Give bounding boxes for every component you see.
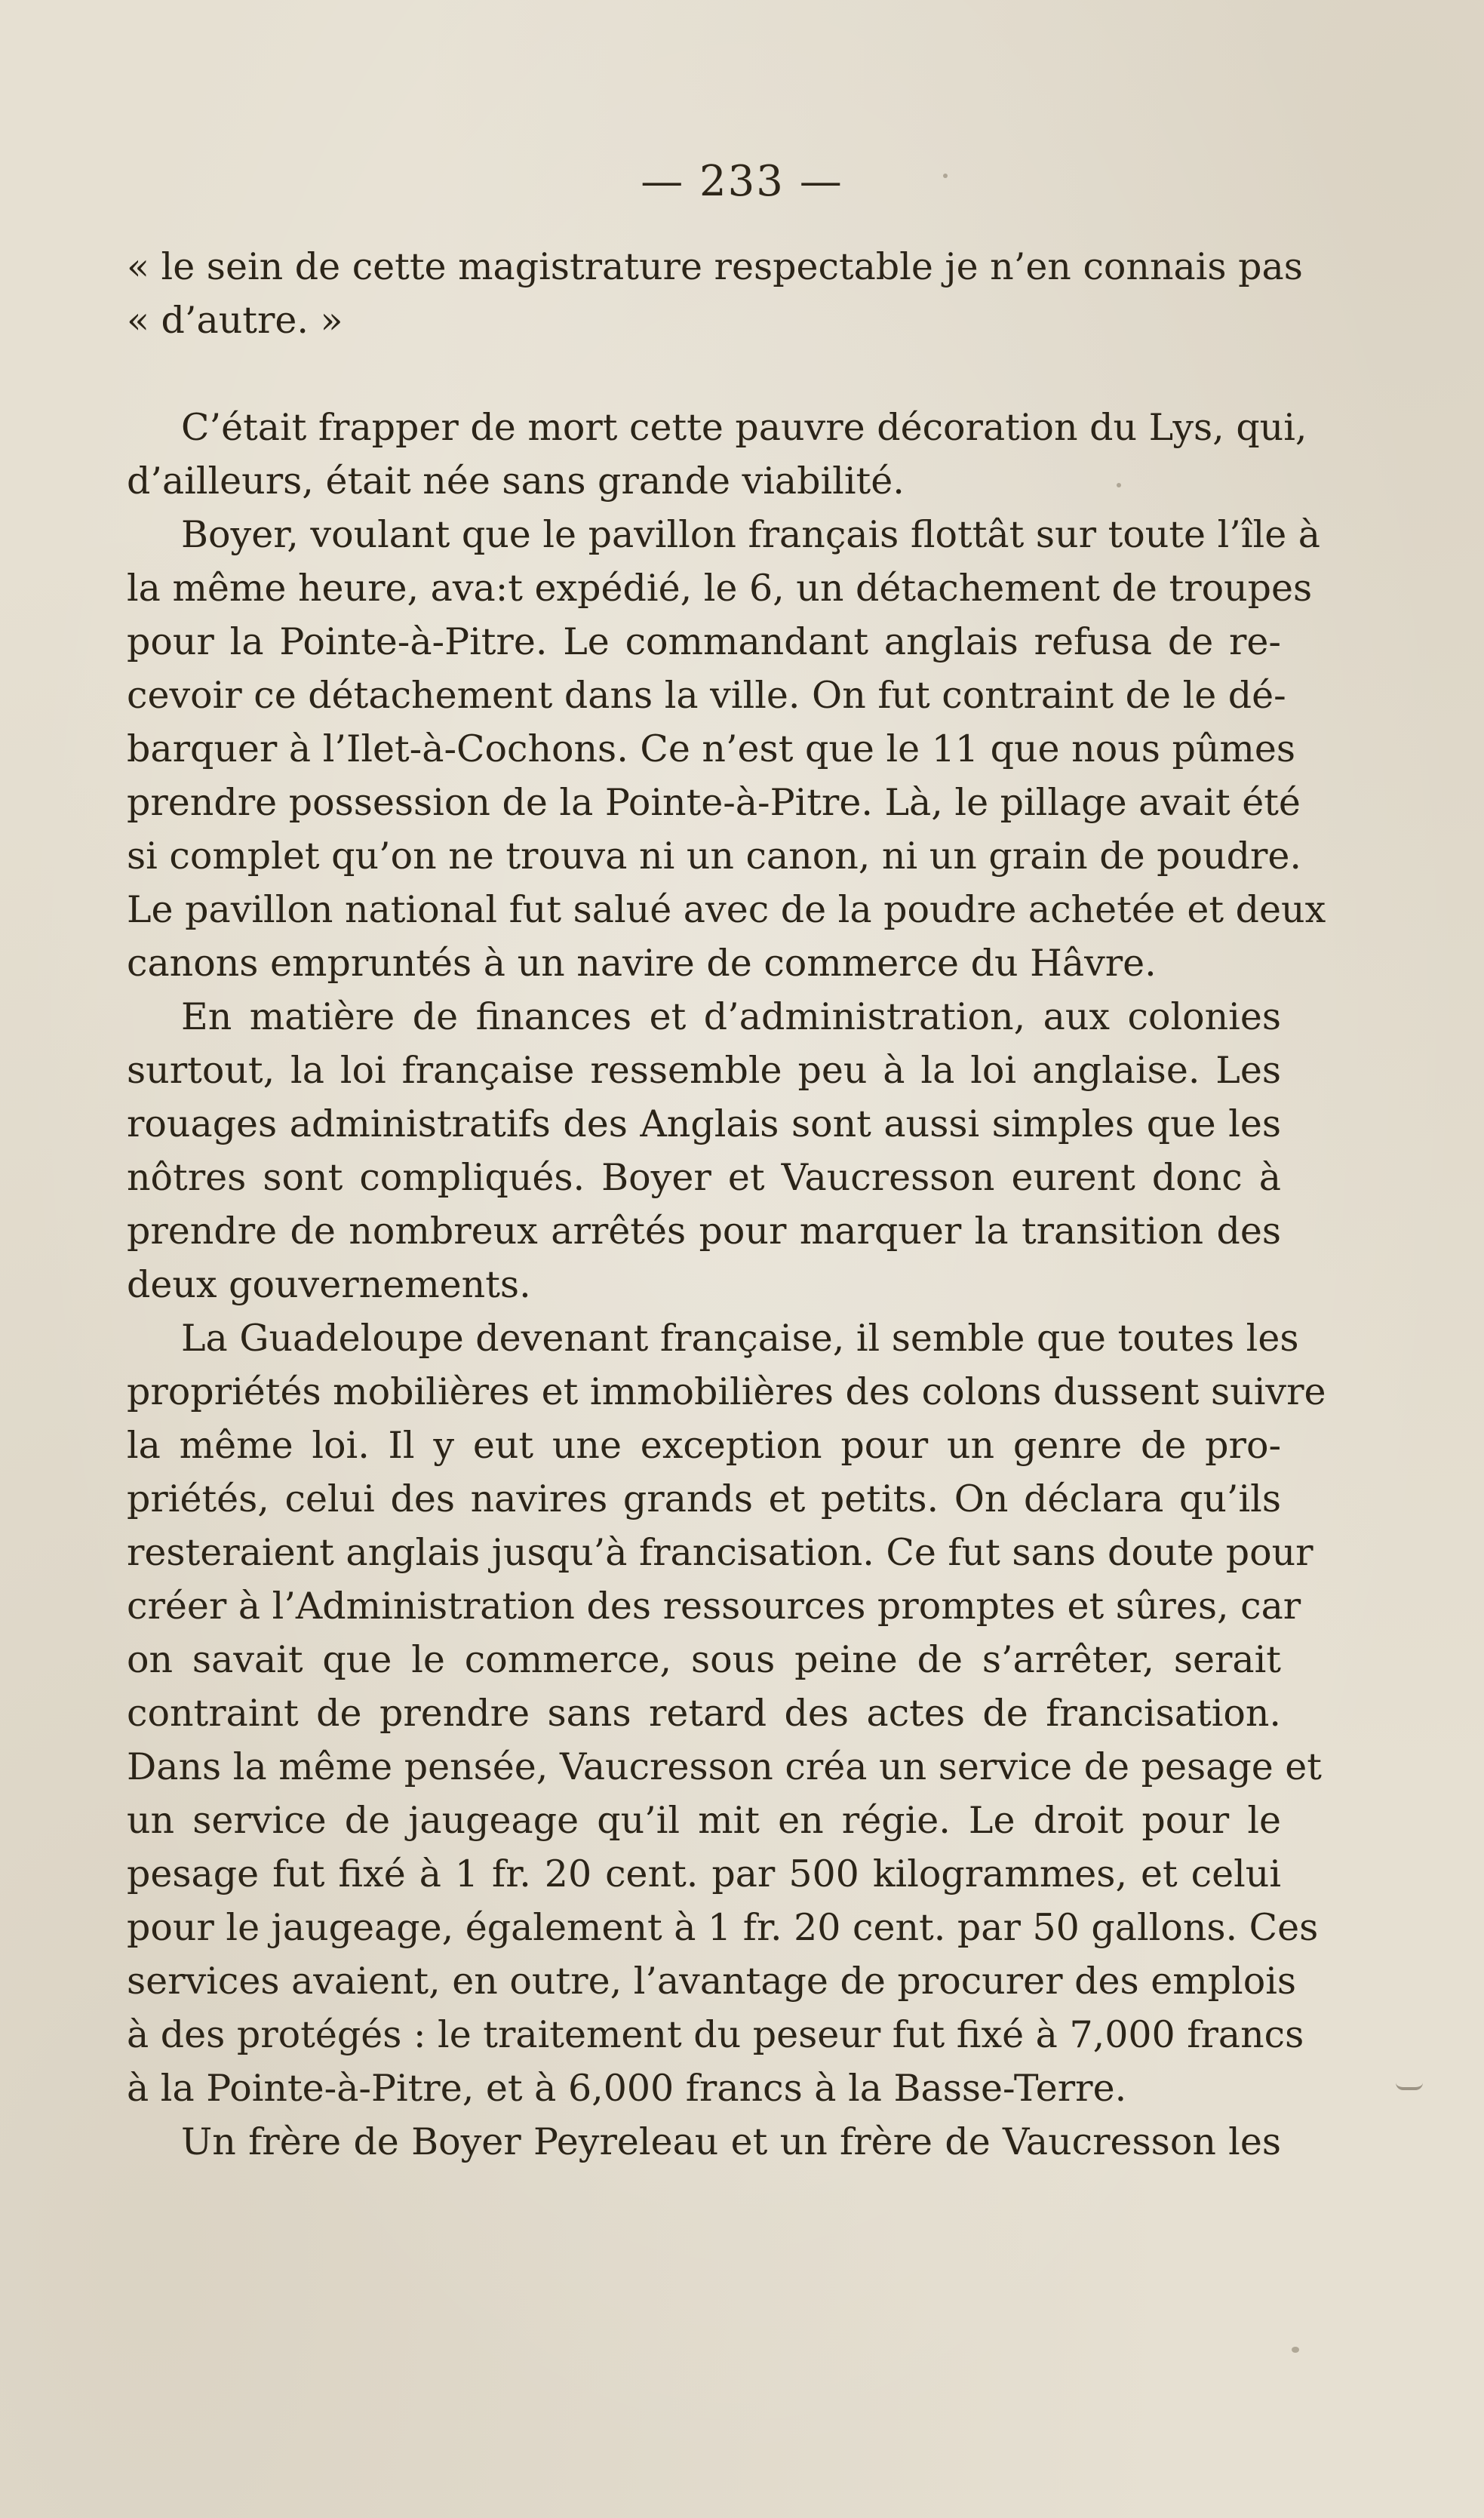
text-line: deux gouvernements. bbox=[127, 1263, 531, 1306]
text-line: C’était frapper de mort cette pauvre décoration du Lys, qui, bbox=[181, 406, 1307, 449]
text-line: barquer à l’Ilet-à-Cochons. Ce n’est que le 11 que nous pûmes bbox=[127, 727, 1296, 770]
text-line: surtout, la loi française ressemble peu à la loi anglaise. Les bbox=[127, 1049, 1281, 1092]
text-line: on savait que le commerce, sous peine de s’arrêter, serait bbox=[127, 1638, 1281, 1681]
paragraph bbox=[127, 508, 1326, 990]
margin-mark bbox=[1396, 2083, 1423, 2090]
paragraph bbox=[127, 2115, 1281, 2169]
text-line: « le sein de cette magistrature respectable je n’en connais pas bbox=[127, 245, 1303, 288]
paragraph bbox=[127, 990, 1281, 1311]
paragraph bbox=[127, 1311, 1326, 2115]
text-line: Dans la même pensée, Vaucresson créa un service de pesage et bbox=[127, 1745, 1322, 1788]
text-line: un service de jaugeage qu’il mit en régie. Le droit pour le bbox=[127, 1799, 1281, 1842]
text-line: à des protégés : le traitement du peseur fut fixé à 7,000 francs bbox=[127, 2013, 1304, 2056]
paragraph bbox=[127, 401, 1307, 508]
text-line: prendre possession de la Pointe-à-Pitre. Là, le pillage avait été bbox=[127, 781, 1301, 824]
text-line: propriétés mobilières et immobilières des colons dussent suivre bbox=[127, 1370, 1326, 1413]
text-line: pesage fut fixé à 1 fr. 20 cent. par 500 kilogrammes, et celui bbox=[127, 1852, 1281, 1895]
text-line: priétés, celui des navires grands et petits. On déclara qu’ils bbox=[127, 1477, 1281, 1520]
text-line: pour le jaugeage, également à 1 fr. 20 cent. par 50 gallons. Ces bbox=[127, 1906, 1319, 1949]
page-number: — 233 — bbox=[641, 157, 843, 206]
text-line: resteraient anglais jusqu’à francisation. Ce fut sans doute pour bbox=[127, 1531, 1313, 1574]
text-line: En matière de finances et d’administration, aux colonies bbox=[181, 995, 1281, 1038]
body-text bbox=[127, 240, 1326, 2169]
text-line: Le pavillon national fut salué avec de la poudre achetée et deux bbox=[127, 888, 1326, 931]
text-line: la même loi. Il y eut une exception pour un genre de pro- bbox=[127, 1424, 1281, 1467]
text-line: d’ailleurs, était née sans grande viabilité. bbox=[127, 460, 905, 503]
text-line: si complet qu’on ne trouva ni un canon, ni un grain de poudre. bbox=[127, 835, 1301, 878]
text-line: cevoir ce détachement dans la ville. On fut contraint de le dé- bbox=[127, 674, 1286, 717]
text-line: pour la Pointe-à-Pitre. Le commandant anglais refusa de re- bbox=[127, 620, 1281, 663]
text-line: services avaient, en outre, l’avantage de procurer des emplois bbox=[127, 1960, 1297, 2003]
paper-speck bbox=[943, 174, 948, 178]
text-line: nôtres sont compliqués. Boyer et Vaucresson eurent donc à bbox=[127, 1156, 1281, 1199]
text-line: à la Pointe-à-Pitre, et à 6,000 francs à la Basse-Terre. bbox=[127, 2067, 1127, 2110]
text-line: « d’autre. » bbox=[127, 299, 343, 342]
paragraph-gap bbox=[127, 347, 1281, 401]
text-line: contraint de prendre sans retard des actes de francisation. bbox=[127, 1692, 1281, 1735]
text-line: prendre de nombreux arrêtés pour marquer la transition des bbox=[127, 1210, 1281, 1253]
text-line: rouages administratifs des Anglais sont aussi simples que les bbox=[127, 1102, 1281, 1145]
paper-speck bbox=[1292, 2347, 1299, 2353]
paper-speck bbox=[1117, 483, 1121, 487]
text-line: créer à l’Administration des ressources promptes et sûres, car bbox=[127, 1585, 1301, 1628]
paragraph-quote-end bbox=[127, 240, 1303, 347]
text-line: Un frère de Boyer Peyreleau et un frère de Vaucresson les bbox=[181, 2120, 1281, 2163]
text-line: la même heure, ava:t expédié, le 6, un détachement de troupes bbox=[127, 567, 1313, 610]
text-line: Boyer, voulant que le pavillon français flottât sur toute l’île à bbox=[181, 513, 1321, 556]
text-line: La Guadeloupe devenant française, il semble que toutes les bbox=[181, 1317, 1299, 1360]
text-line: canons empruntés à un navire de commerce du Hâvre. bbox=[127, 942, 1157, 985]
